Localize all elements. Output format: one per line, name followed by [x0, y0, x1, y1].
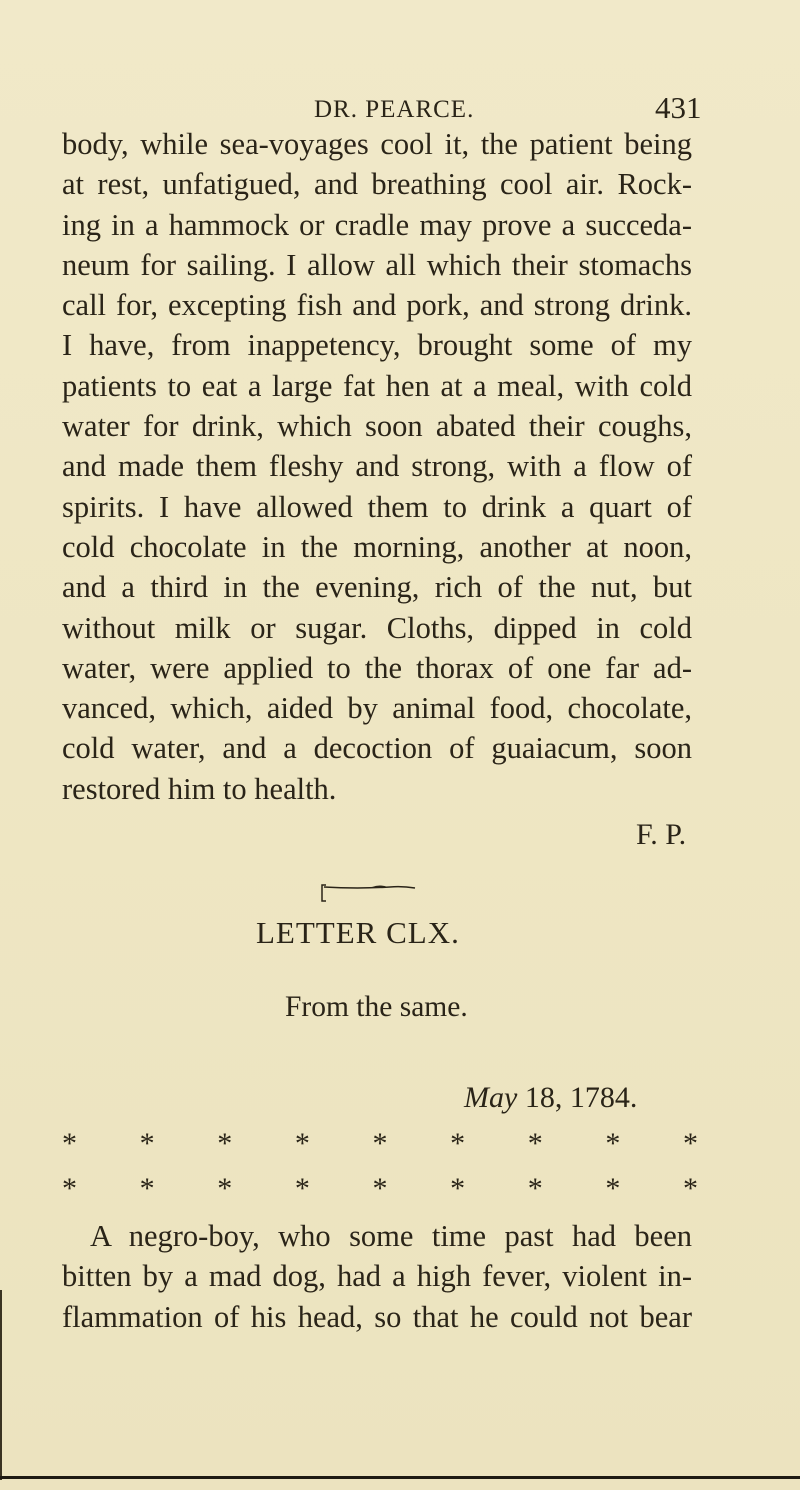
asterisk: * [139, 1127, 155, 1160]
text-line: restored him to health. [62, 771, 337, 806]
asterisk: * [450, 1172, 466, 1205]
asterisk: * [605, 1172, 621, 1205]
text-line: neum for sailing. I allow all which their stomachs [62, 247, 692, 282]
text-line: and made them fleshy and strong, with a flow of [62, 449, 692, 484]
asterisk: * [683, 1127, 698, 1160]
letter-date [464, 1081, 637, 1115]
asterisk: * [683, 1172, 698, 1205]
asterisk-row [62, 1174, 698, 1204]
text-line: call for, excepting fish and pork, and strong drink. [62, 288, 692, 323]
text-line: water, were applied to the thorax of one far ad- [62, 650, 692, 685]
paragraph-1 [62, 124, 692, 809]
letter-date-day-year: 18, 1784. [517, 1081, 638, 1114]
asterisk: * [450, 1127, 466, 1160]
asterisk-row [62, 1129, 698, 1159]
asterisk: * [294, 1172, 310, 1205]
asterisk: * [527, 1127, 543, 1160]
text-line: cold water, and a decoction of guaiacum, soon [62, 731, 692, 766]
asterisk: * [605, 1127, 621, 1160]
asterisk: * [217, 1127, 233, 1160]
letter-from-line: From the same. [285, 991, 468, 1023]
text-line: spirits. I have allowed them to drink a quart of [62, 489, 692, 524]
asterisk: * [372, 1127, 388, 1160]
page-bottom-edge [0, 1476, 800, 1479]
letter-date-month: May [464, 1081, 518, 1114]
text-line: at rest, unfatigued, and breathing cool air. Rock- [62, 167, 692, 202]
text-line: A negro-boy, who some time past had been [90, 1219, 692, 1253]
asterisk: * [217, 1172, 233, 1205]
text-line: flammation of his head, so that he could not bear [62, 1299, 692, 1334]
asterisk: * [62, 1172, 77, 1205]
signature-initials: F. P. [636, 818, 687, 851]
page-number: 431 [655, 90, 702, 125]
text-line: body, while sea-voyages cool it, the patient being [62, 127, 692, 161]
text-line: cold chocolate in the morning, another at noon, [62, 529, 692, 564]
letter-title: LETTER CLX. [256, 915, 460, 950]
text-line: vanced, which, aided by animal food, chocolate, [62, 691, 692, 726]
asterisk: * [527, 1172, 543, 1205]
page-edge-shadow [0, 1290, 2, 1480]
text-line: patients to eat a large fat hen at a meal, with cold [62, 368, 692, 403]
asterisk: * [294, 1127, 310, 1160]
running-head: DR. PEARCE. [314, 96, 475, 123]
text-line: without milk or sugar. Cloths, dipped in cold [62, 610, 692, 645]
asterisk: * [372, 1172, 388, 1205]
text-line: I have, from inappetency, brought some of my [62, 328, 692, 363]
asterisk: * [139, 1172, 155, 1205]
text-line: water for drink, which soon abated their coughs, [62, 409, 692, 444]
asterisk: * [62, 1127, 77, 1160]
text-line: bitten by a mad dog, had a high fever, violent in- [62, 1259, 692, 1294]
text-line: and a third in the evening, rich of the nut, but [62, 570, 692, 605]
paragraph-2 [62, 1216, 692, 1337]
divider-ornament [318, 883, 416, 903]
text-line: ing in a hammock or cradle may prove a succeda- [62, 207, 692, 242]
